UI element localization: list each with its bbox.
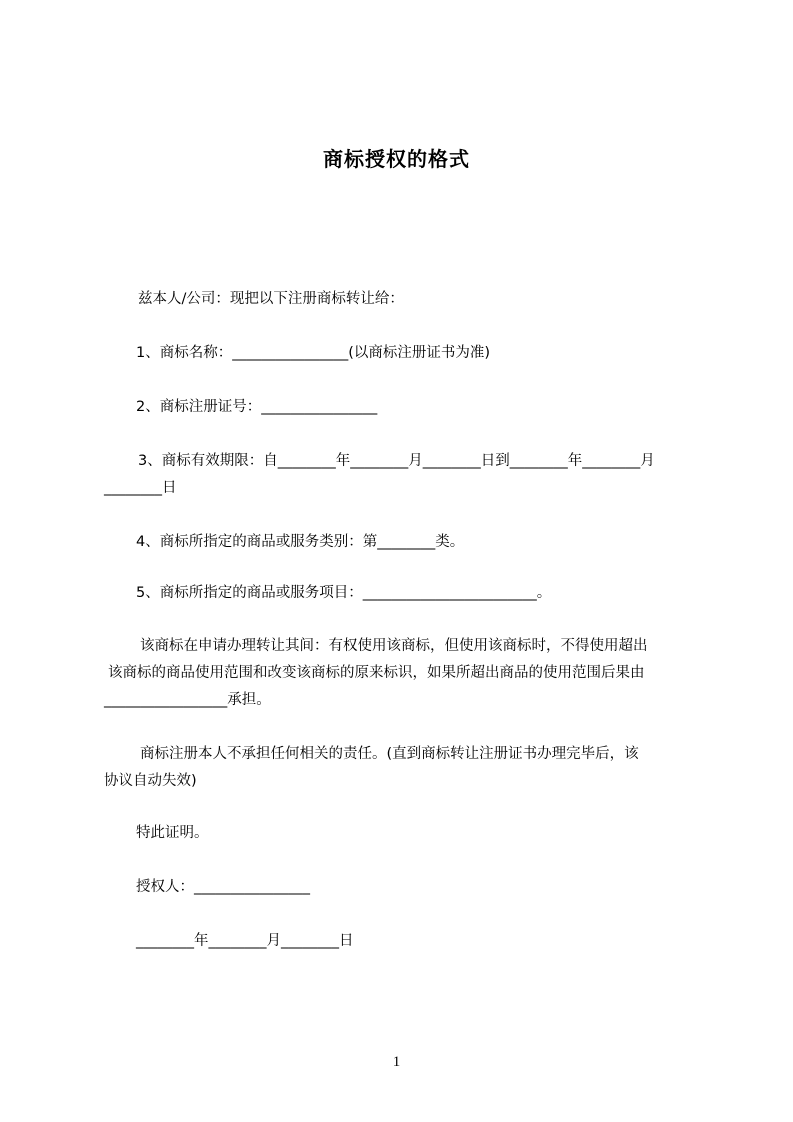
item-trademark-name: 1、商标名称：________________(以商标注册证书为准) [136, 345, 491, 361]
item-goods-items: 5、商标所指定的商品或服务项目：________________________。 [136, 585, 552, 601]
item-goods-class: 4、商标所指定的商品或服务类别：第________类。 [136, 534, 465, 550]
certify-line: 特此证明。 [136, 825, 209, 841]
intro-line: 兹本人/公司：现把以下注册商标转让给： [138, 291, 404, 307]
usage-paragraph-line-2: 该商标的商品使用范围和改变该商标的原来标识，如果所超出商品的使用范围后果由 [108, 665, 645, 681]
authorizer-line: 授权人：________________ [136, 879, 310, 895]
liability-paragraph-line-1: 商标注册本人不承担任何相关的责任。(直到商标转让注册证书办理完毕后，该 [140, 746, 639, 762]
document-title: 商标授权的格式 [323, 147, 470, 171]
usage-paragraph-line-3: _________________承担。 [104, 692, 271, 708]
date-line: ________年________月________日 [136, 933, 354, 949]
item-validity-period: 3、商标有效期限：自________年________月________日到________年________月 [138, 453, 655, 469]
item-validity-period-continued: ________日 [104, 480, 177, 496]
item-registration-number: 2、商标注册证号：________________ [136, 399, 378, 415]
page-number: 1 [392, 1054, 401, 1070]
usage-paragraph-line-1: 该商标在申请办理转让其间：有权使用该商标，但使用该商标时，不得使用超出 [140, 638, 648, 654]
liability-paragraph-line-2: 协议自动失效) [104, 773, 197, 789]
